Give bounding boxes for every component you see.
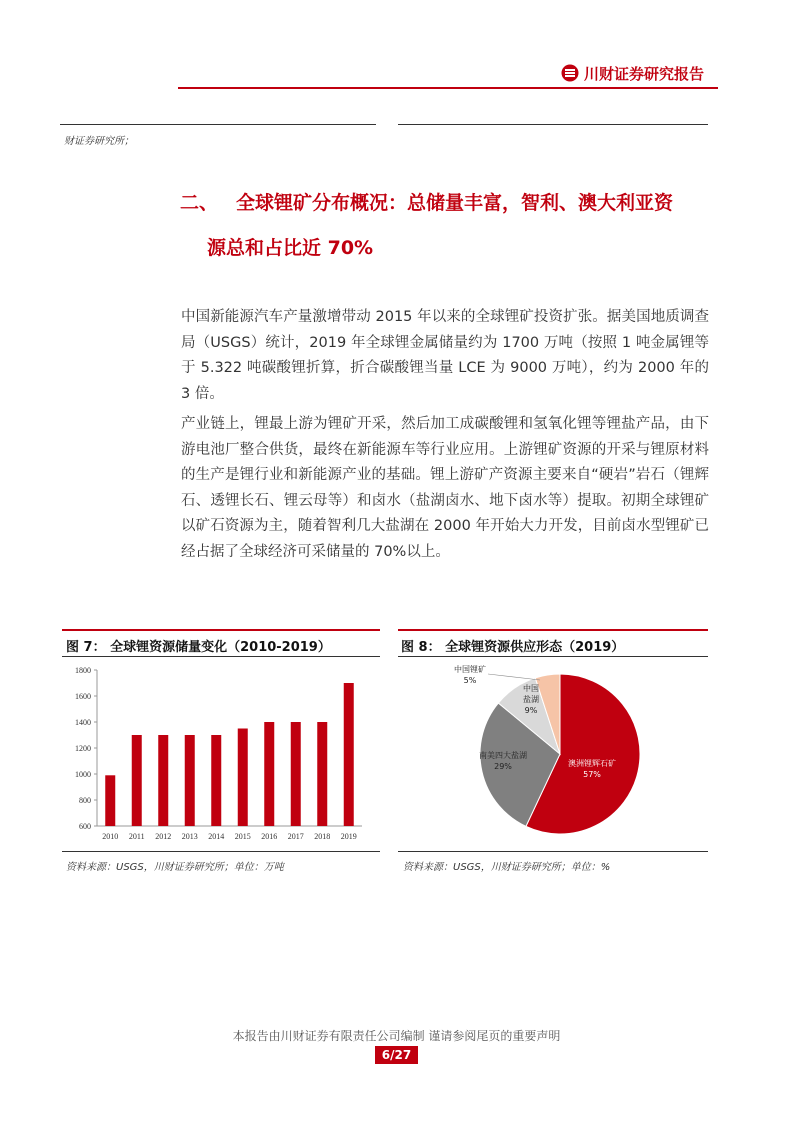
x-tick-label: 2013 — [181, 832, 198, 841]
x-tick-label: 2012 — [155, 832, 172, 841]
brand-logo-icon — [561, 64, 579, 82]
page-number: 6/27 — [375, 1046, 418, 1064]
bar-2017 — [291, 722, 301, 826]
pie-leader-line — [488, 674, 540, 680]
section-title-line1: 全球锂矿分布概况：总储量丰富，智利、澳大利亚资 — [236, 192, 674, 214]
x-tick-label: 2011 — [128, 832, 145, 841]
divider-left — [60, 124, 376, 125]
figure7-title-rule — [62, 656, 380, 657]
bar-2012 — [158, 735, 168, 826]
divider-right — [398, 124, 708, 125]
section-title-line2: 源总和占比近 70% — [207, 237, 374, 259]
section-heading — [180, 188, 673, 215]
figure8-source: 资料来源：USGS，川财证券研究所；单位：% — [403, 862, 611, 873]
y-tick-label: 1200 — [75, 744, 91, 753]
paragraph-2: 产业链上，锂最上游为锂矿开采，然后加工成碳酸锂和氢氧化锂等锂盐产品，由下游电池厂整合供货，最终在新能源车等行业应用。上游锂矿资源的开采与锂原材料的生产是锂行业和新能源产业的基础。锂上游矿产资源主要来自“硬岩”岩石（锂辉石、透锂长石、锂云母等）和卤水（盐湖卤水、地下卤水等）提取。初期全球锂矿以矿石资源为主，随着智利几大盐湖在 2000 年开始大力开发，目前卤水型锂矿已经占据了全球经济可采储量的 70%以上。 — [181, 416, 709, 560]
x-tick-label: 2016 — [261, 832, 278, 841]
bar-2019 — [344, 683, 354, 826]
supply-pie-chart — [440, 660, 690, 848]
x-tick-label: 2018 — [314, 832, 331, 841]
figure8-bottom-rule — [398, 851, 708, 852]
bar-2018 — [317, 722, 327, 826]
report-brand: 川财证券研究报告 — [584, 65, 705, 83]
section-number: 二、 — [180, 192, 219, 214]
pie-value-label: 5% — [463, 676, 477, 685]
running-text: 财证券研究所； — [64, 136, 134, 147]
bar-2014 — [211, 735, 221, 826]
figure7-top-rule — [62, 629, 380, 631]
figure8-top-rule — [398, 629, 708, 631]
x-tick-label: 2014 — [208, 832, 225, 841]
x-tick-label: 2015 — [234, 832, 251, 841]
figure7-bottom-rule — [62, 851, 380, 852]
pie-value-label: 29% — [494, 762, 512, 771]
pie-value-label: 9% — [524, 706, 538, 715]
y-tick-label: 1600 — [75, 692, 91, 701]
paragraph-1: 中国新能源汽车产量激增带动 2015 年以来的全球锂矿投资扩张。据美国地质调查局（USGS）统计，2019 年全球锂金属储量约为 1700 万吨（按照 1 吨金属锂等于 5.322 吨碳酸锂折算，折合碳酸锂当量 LCE 为 9000 万吨），约为 2000 年的 3 倍。 — [181, 309, 709, 402]
y-tick-label: 600 — [79, 822, 91, 831]
y-tick-label: 1400 — [75, 718, 91, 727]
bar-2011 — [132, 735, 142, 826]
x-tick-label: 2017 — [287, 832, 304, 841]
bar-2010 — [105, 775, 115, 826]
bar-2013 — [185, 735, 195, 826]
header-rule — [178, 87, 718, 89]
figure8-title-rule — [398, 656, 708, 657]
y-tick-label: 1000 — [75, 770, 91, 779]
x-tick-label: 2019 — [340, 832, 357, 841]
y-tick-label: 800 — [79, 796, 91, 805]
pie-label: 南美四大盐湖 — [479, 751, 527, 760]
pie-value-label: 57% — [583, 770, 601, 779]
pie-label: 中国 — [523, 684, 539, 693]
figure8-title: 图 8： 全球锂资源供应形态（2019） — [401, 640, 625, 655]
y-tick-label: 1800 — [75, 666, 91, 675]
figure7-source: 资料来源：USGS，川财证券研究所；单位：万吨 — [66, 862, 284, 873]
footer-disclaimer: 本报告由川财证券有限责任公司编制 谨请参阅尾页的重要声明 — [232, 1029, 561, 1043]
bar-2016 — [264, 722, 274, 826]
bar-2015 — [238, 729, 248, 827]
pie-label: 盐湖 — [523, 695, 539, 704]
reserves-bar-chart — [62, 660, 380, 848]
figure7-title: 图 7： 全球锂资源储量变化（2010-2019） — [66, 640, 331, 655]
pie-label: 中国锂矿 — [454, 665, 486, 674]
x-tick-label: 2010 — [102, 832, 119, 841]
pie-label: 澳洲锂辉石矿 — [568, 759, 616, 768]
